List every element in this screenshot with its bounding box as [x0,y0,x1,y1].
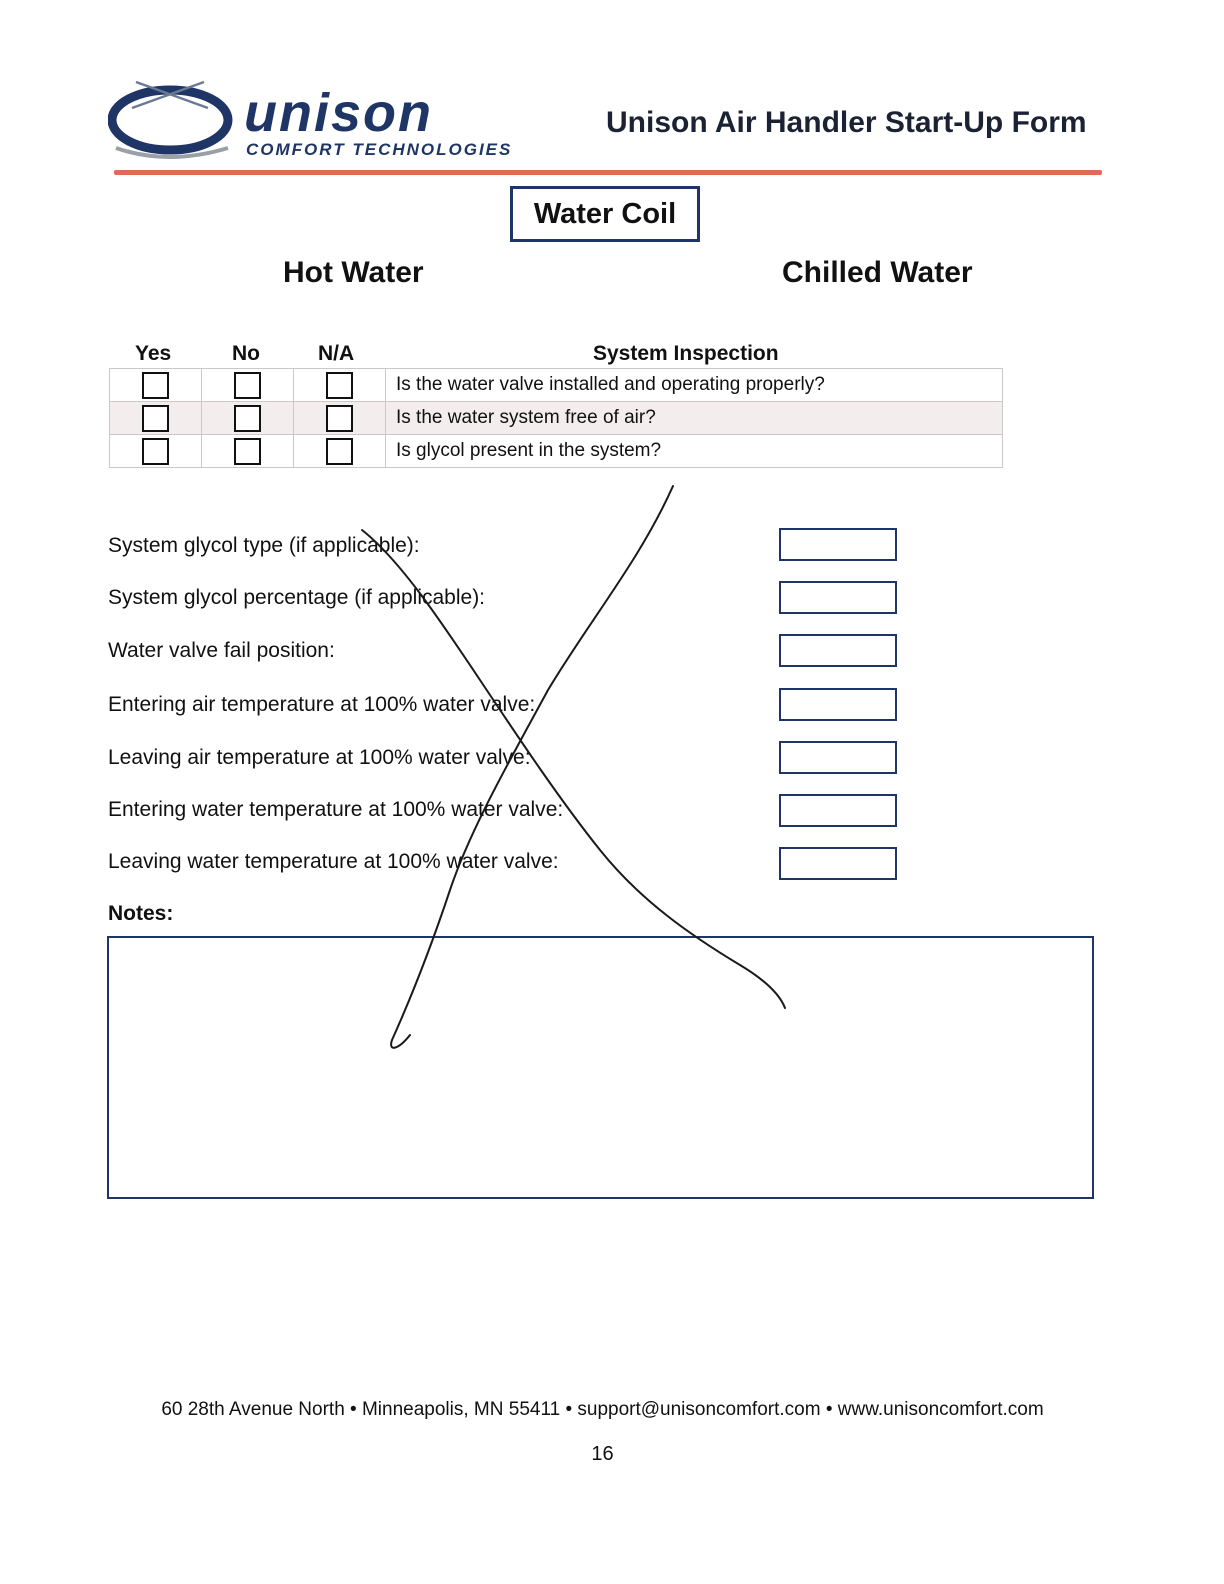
logo-subtitle: COMFORT TECHNOLOGIES [246,140,513,159]
leaving-water-temp-label: Leaving water temperature at 100% water valve: [108,850,559,873]
glycol-type-field[interactable] [779,528,897,561]
na-checkbox[interactable] [326,405,353,432]
chilled-water-heading: Chilled Water [782,256,973,289]
yes-checkbox[interactable] [142,405,169,432]
leaving-water-temp-field[interactable] [779,847,897,880]
footer-contact: 60 28th Avenue North • Minneapolis, MN 55411 • support@unisoncomfort.com • www.unisoncomfort.com [161,1399,1044,1420]
notes-label: Notes: [108,902,174,925]
column-header-no: No [232,342,260,365]
logo-wordmark: unison [244,83,433,143]
no-checkbox[interactable] [234,372,261,399]
yes-checkbox[interactable] [142,438,169,465]
inspection-question: Is glycol present in the system? [386,435,1003,468]
na-checkbox[interactable] [326,438,353,465]
column-header-na: N/A [318,342,355,365]
glycol-percentage-label: System glycol percentage (if applicable): [108,586,486,609]
entering-air-temp-field[interactable] [779,688,897,721]
entering-water-temp-label: Entering water temperature at 100% water valve: [108,798,564,821]
no-checkbox[interactable] [234,438,261,465]
inspection-question: Is the water valve installed and operating properly? [386,369,1003,402]
yes-checkbox[interactable] [142,372,169,399]
inspection-question: Is the water system free of air? [386,402,1003,435]
valve-fail-position-label: Water valve fail position: [108,639,335,662]
notes-textarea[interactable] [107,936,1094,1199]
table-row [110,369,1003,402]
form-title: Unison Air Handler Start-Up Form [606,106,1087,139]
page-number: 16 [591,1443,614,1465]
hot-water-heading: Hot Water [283,256,424,289]
inspection-table [109,368,1003,468]
entering-air-temp-label: Entering air temperature at 100% water valve: [108,693,536,716]
header-divider [114,170,1102,175]
no-checkbox[interactable] [234,405,261,432]
section-title: Water Coil [510,186,700,242]
leaving-air-temp-field[interactable] [779,741,897,774]
valve-fail-position-field[interactable] [779,634,897,667]
table-row [110,402,1003,435]
leaving-air-temp-label: Leaving air temperature at 100% water valve: [108,746,531,769]
glycol-type-label: System glycol type (if applicable): [108,534,420,557]
column-header-system-inspection: System Inspection [593,342,779,365]
table-row [110,435,1003,468]
na-checkbox[interactable] [326,372,353,399]
column-header-yes: Yes [135,342,172,365]
glycol-percentage-field[interactable] [779,581,897,614]
entering-water-temp-field[interactable] [779,794,897,827]
